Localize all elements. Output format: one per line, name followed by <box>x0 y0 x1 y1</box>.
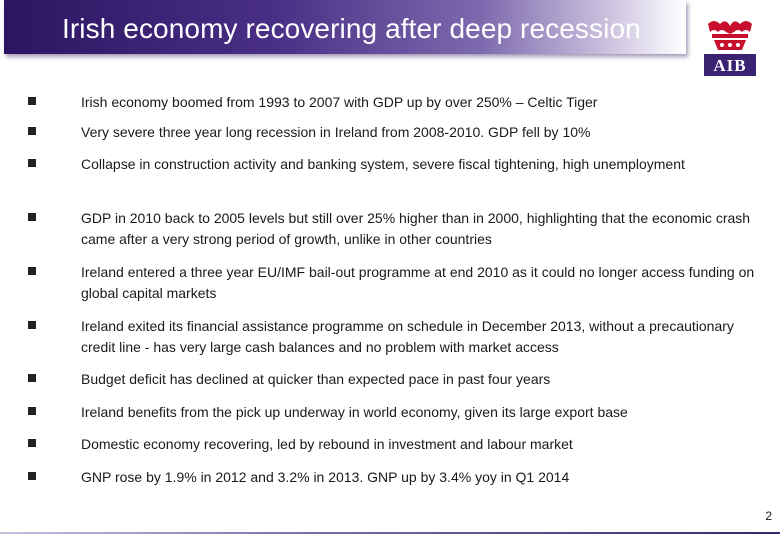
bullet-text: GNP rose by 1.9% in 2012 and 3.2% in 2013. GNP up by 3.4% yoy in Q1 2014 <box>81 469 570 485</box>
bullet-text: Budget deficit has declined at quicker than expected pace in past four years <box>81 371 551 387</box>
slide-title: Irish economy recovering after deep recession <box>62 13 641 44</box>
bullet-marker-icon <box>28 439 36 447</box>
logo-text: AIB <box>713 56 747 75</box>
bullet-text: Collapse in construction activity and banking system, severe fiscal tightening, high unemployment <box>81 156 685 172</box>
bullet-marker-icon <box>28 407 36 415</box>
bullet-marker-icon <box>28 374 36 382</box>
bullet-marker-icon <box>28 213 36 221</box>
bullet-text: Ireland benefits from the pick up underway in world economy, given its large export base <box>81 404 628 420</box>
bullet-text: Ireland entered a three year EU/IMF bail-out programme at end 2010 as it could no longer access funding on global capital markets <box>81 264 755 301</box>
bullet-text: Domestic economy recovering, led by rebound in investment and labour market <box>81 436 573 452</box>
bullet-text: Irish economy boomed from 1993 to 2007 with GDP up by over 250% – Celtic Tiger <box>81 94 598 110</box>
page-number: 2 <box>765 509 772 523</box>
bullet-marker-icon <box>28 127 36 135</box>
bullet-marker-icon <box>28 267 36 275</box>
bullet-text: Ireland exited its financial assistance programme on schedule in December 2013, without a precautionary credit line - has very large cash balances and no problem with market access <box>81 318 734 355</box>
bullet-text: Very severe three year long recession in Ireland from 2008-2010. GDP fell by 10% <box>81 124 591 140</box>
bullet-marker-icon <box>28 159 36 167</box>
bullet-marker-icon <box>28 472 36 480</box>
bullet-marker-icon <box>28 97 36 105</box>
bullet-marker-icon <box>28 321 36 329</box>
footer-divider <box>0 532 780 534</box>
bullet-text: GDP in 2010 back to 2005 levels but still over 25% higher than in 2000, highlighting that the economic crash came after a very strong period of growth, unlike in other countries <box>81 210 751 247</box>
